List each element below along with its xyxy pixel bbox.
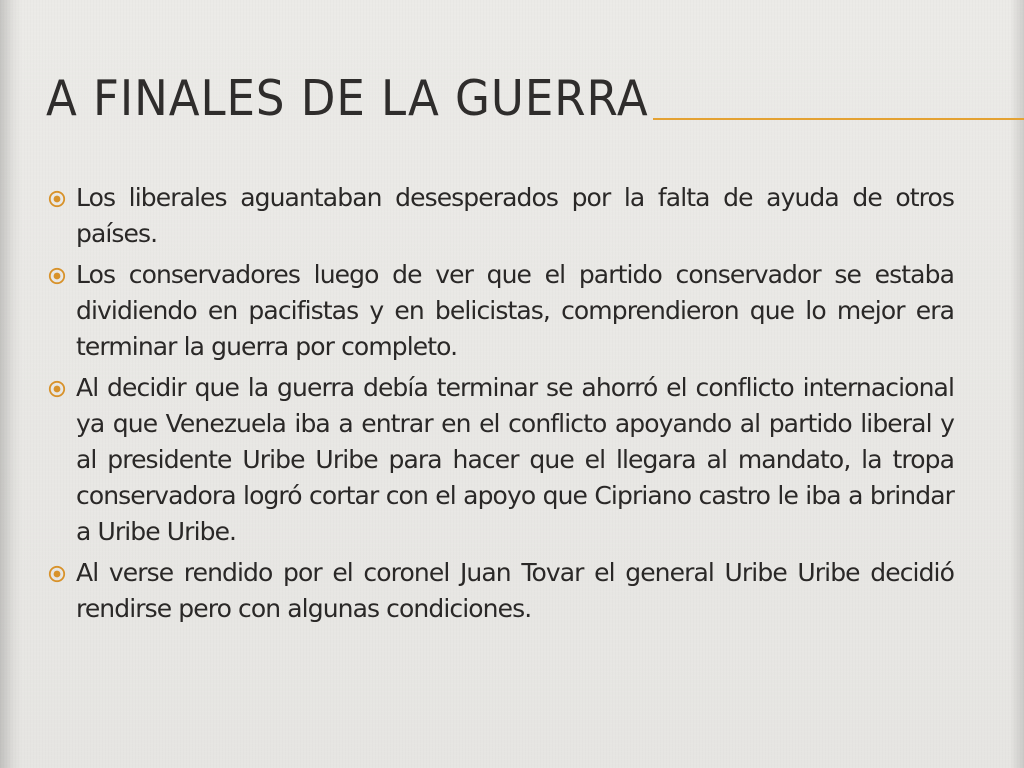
right-edge-shadow: [1010, 0, 1024, 768]
bullet-list: [48, 180, 954, 632]
target-bullet-icon: [48, 565, 66, 583]
title-underline-rule: [653, 118, 1024, 120]
target-bullet-icon: [48, 380, 66, 398]
slide-title: A FINALES DE LA GUERRA: [46, 70, 649, 127]
target-bullet-icon: [48, 267, 66, 285]
bullet-text: Los liberales aguantaban desesperados por la falta de ayuda de otros países.: [76, 183, 954, 248]
bullet-text: Los conservadores luego de ver que el partido conservador se estaba dividiendo en pacifistas y en belicistas, comprendieron que lo mejor era terminar la guerra por completo.: [76, 260, 954, 361]
target-bullet-icon: [48, 190, 66, 208]
bullet-item: [48, 180, 954, 252]
left-edge-shadow: [0, 0, 22, 768]
bullet-item: [48, 257, 954, 365]
bullet-text: Al verse rendido por el coronel Juan Tovar el general Uribe Uribe decidió rendirse pero con algunas condiciones.: [76, 558, 954, 623]
bullet-item: [48, 370, 954, 550]
bullet-text: Al decidir que la guerra debía terminar se ahorró el conflicto internacional ya que Venezuela iba a entrar en el conflicto apoyando al partido liberal y al presidente Uribe Uribe para hacer que el llegara al mandato, la tropa conservadora logró cortar con el apoyo que Cipriano castro le iba a brindar a Uribe Uribe.: [76, 373, 954, 546]
bullet-item: [48, 555, 954, 627]
